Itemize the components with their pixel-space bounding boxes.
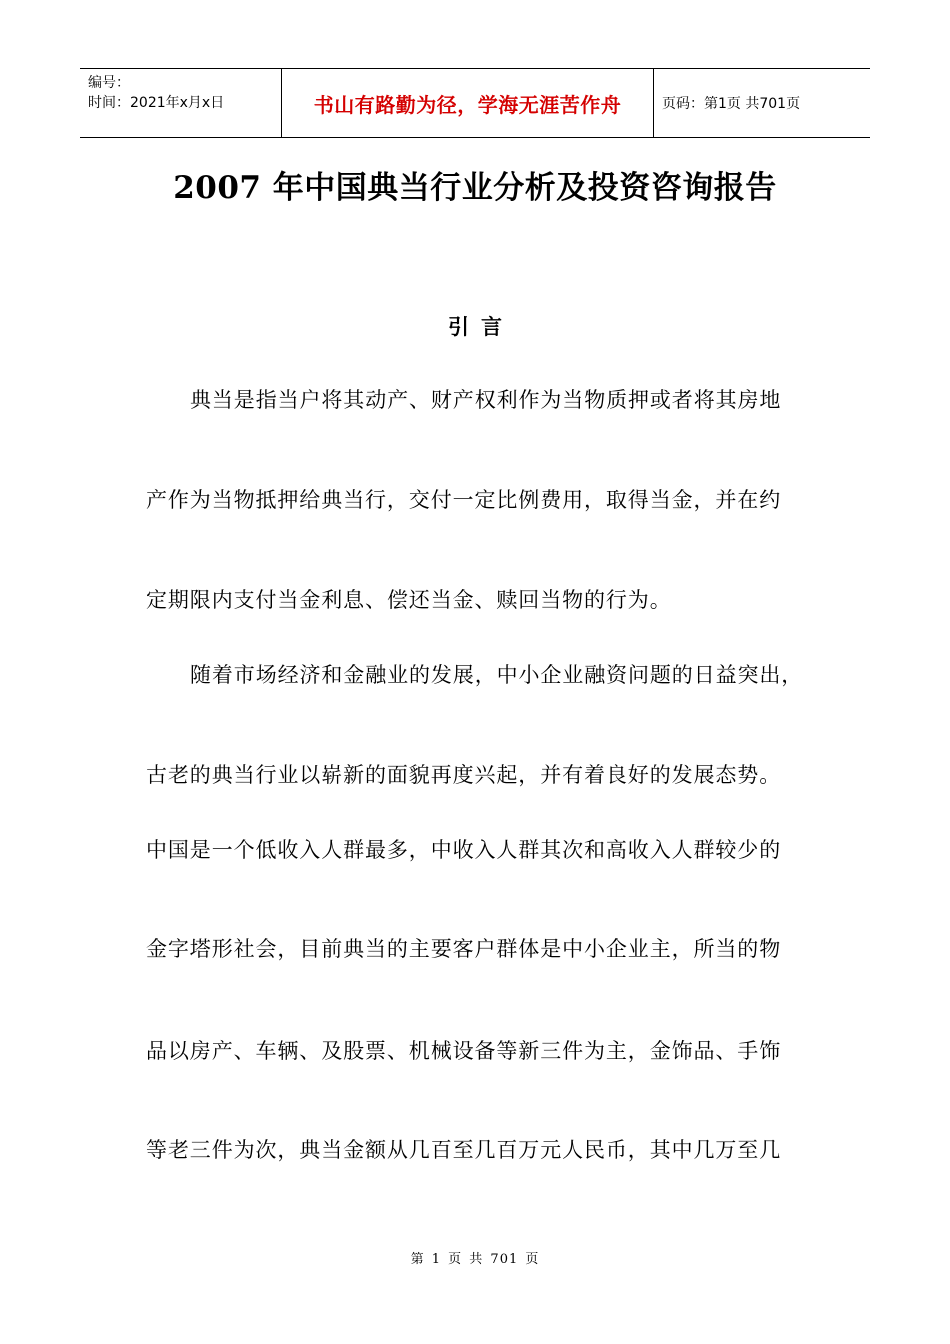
body-line: 中国是一个低收入人群最多，中收入人群其次和高收入人群较少的 <box>146 838 782 862</box>
body-line: 典当是指当户将其动产、财产权利作为当物质押或者将其房地 <box>190 388 782 412</box>
document-title: 2007 年中国典当行业分析及投资咨询报告 <box>173 170 777 206</box>
body-line: 随着市场经济和金融业的发展，中小企业融资问题的日益突出， <box>190 663 804 687</box>
number-label: 编号： <box>88 75 130 91</box>
body-line: 产作为当物抵押给典当行，交付一定比例费用，取得当金，并在约 <box>146 488 782 512</box>
page-footer: 第 1 页 共 701 页 <box>410 1252 540 1267</box>
page-info-cell <box>654 69 870 137</box>
motto-text: 书山有路勤为径，学海无涯苦作舟 <box>313 92 622 117</box>
body-line: 定期限内支付当金利息、偿还当金、赎回当物的行为。 <box>146 588 672 612</box>
header-table <box>80 68 870 138</box>
body-line: 等老三件为次，典当金额从几百至几百万元人民币，其中几万至几 <box>146 1138 782 1162</box>
time-label: 时间：2021年x月x日 <box>88 95 225 111</box>
body-line: 古老的典当行业以崭新的面貌再度兴起，并有着良好的发展态势。 <box>146 763 782 787</box>
body-line: 品以房产、车辆、及股票、机械设备等新三件为主，金饰品、手饰 <box>146 1039 782 1063</box>
body-line: 金字塔形社会，目前典当的主要客户群体是中小企业主，所当的物 <box>146 937 782 961</box>
section-heading: 引言 <box>448 314 514 339</box>
header-meta-cell <box>80 69 282 137</box>
page-info-text: 页码：第1页 共701页 <box>662 96 801 112</box>
motto-cell <box>282 69 654 137</box>
